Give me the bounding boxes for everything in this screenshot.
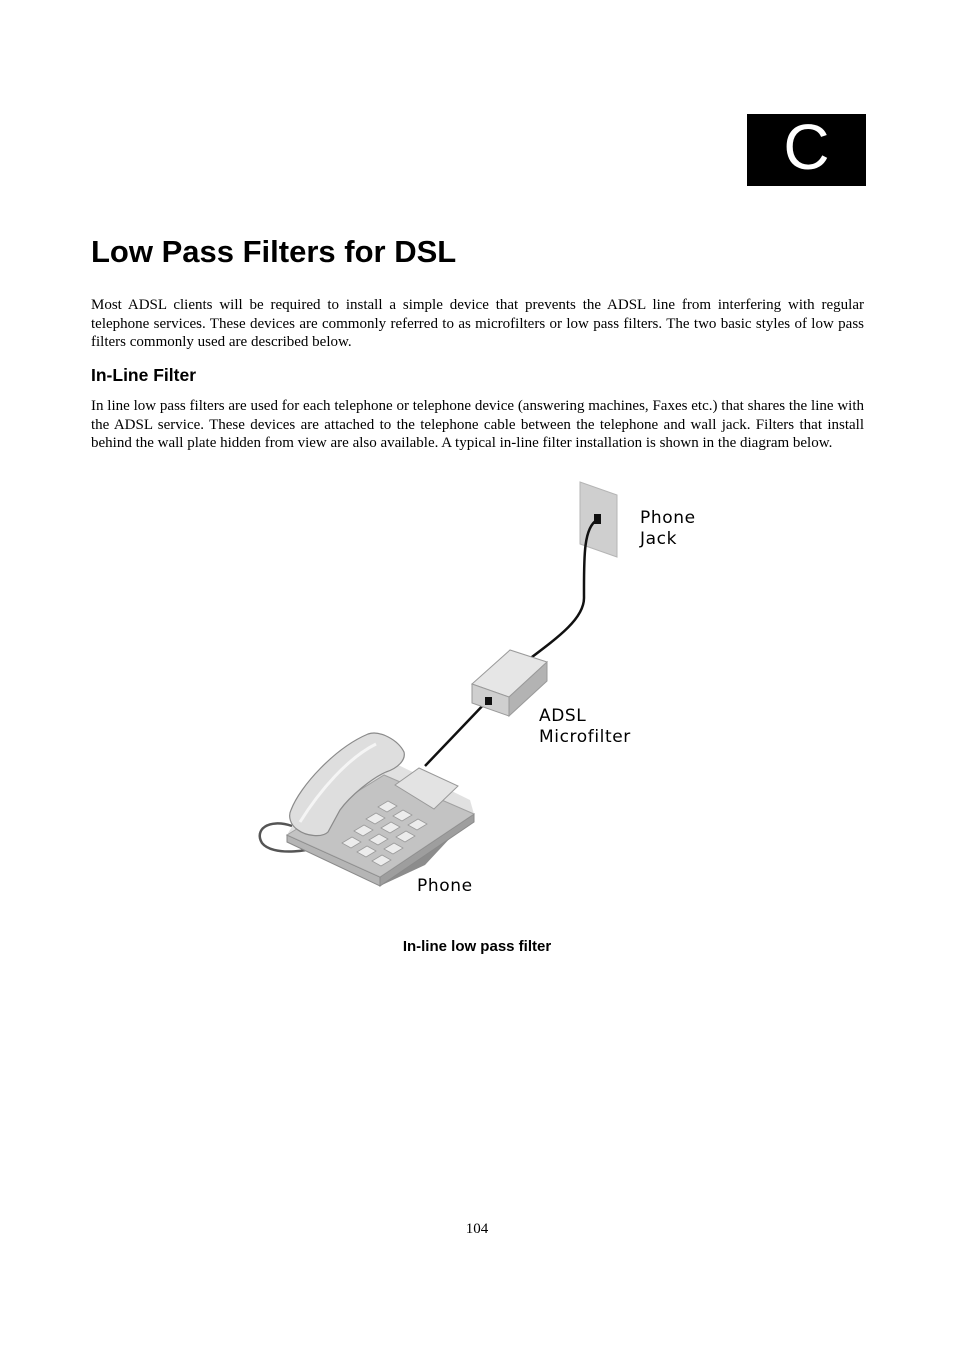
section-paragraph: In line low pass filters are used for each telephone or telephone device (answering machines, Faxes etc.) that shares the line with the ADSL service. These devices are attached to the telephone cable between the telephone and wall jack. Filters that install behind the wall plate hidden from view are also available. A typical in-line filter installation is shown in the diagram below.	[91, 398, 864, 451]
intro-paragraph: Most ADSL clients will be required to install a simple device that prevents the ADSL line from interfering with regular telephone services. These devices are commonly referred to as microfilters or low pass filters. The two basic styles of low pass filters commonly used are described below.	[91, 297, 864, 350]
jack-cable	[528, 520, 597, 660]
microfilter-box	[472, 650, 547, 716]
section-heading: In-Line Filter	[91, 365, 196, 385]
inline-filter-diagram	[240, 478, 660, 898]
page-number: 104	[465, 1221, 489, 1237]
phone-cable	[425, 700, 488, 766]
chapter-letter-badge: C	[747, 114, 866, 186]
microfilter-label: ADSL Microfilter	[539, 706, 631, 747]
figure-caption: In-line low pass filter	[402, 938, 552, 955]
page-title: Low Pass Filters for DSL	[91, 234, 457, 269]
phone-jack-label: Phone Jack	[640, 508, 696, 549]
telephone-illustration	[260, 733, 474, 886]
phone-label: Phone	[417, 876, 473, 896]
